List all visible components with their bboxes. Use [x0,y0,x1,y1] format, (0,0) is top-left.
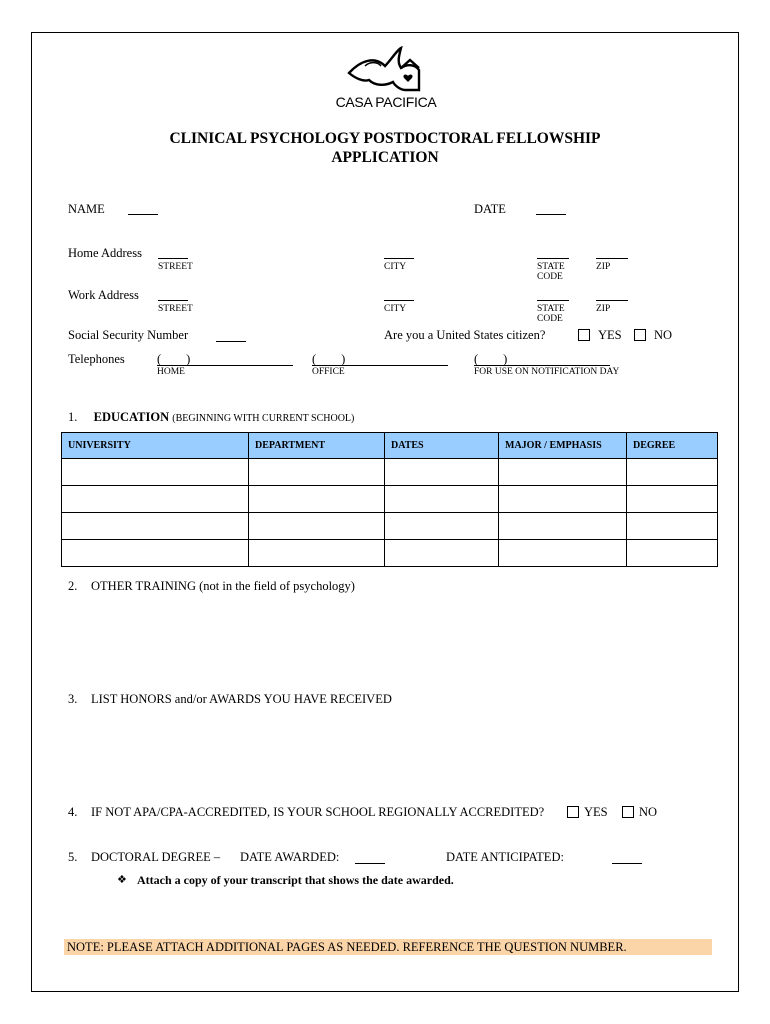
accredited-yes-checkbox[interactable] [567,806,579,818]
home-state-caption: STATE [537,262,565,272]
work-address-label: Work Address [68,288,139,302]
education-number: 1. [68,410,78,424]
question-4-text: IF NOT APA/CPA-ACCREDITED, IS YOUR SCHOOL REGIONALLY ACCREDITED? [91,805,545,819]
table-cell[interactable] [62,486,249,513]
attach-transcript-note: Attach a copy of your transcript that shows the date awarded. [137,873,454,887]
name-field[interactable] [128,214,158,215]
table-row [62,540,718,567]
home-state-field[interactable] [537,258,569,259]
notification-phone-area: ( ) [474,352,508,366]
question-4-number: 4. [68,805,78,819]
table-cell[interactable] [249,459,385,486]
question-3-number: 3. [68,692,78,706]
table-cell[interactable] [499,513,627,540]
date-field[interactable] [536,214,566,215]
office-phone-field[interactable] [312,365,448,366]
diamond-bullet-icon: ❖ [117,874,127,886]
accredited-yes-label: YES [584,805,608,819]
notification-phone-field[interactable] [474,365,610,366]
col-dates: DATES [385,433,499,459]
home-state-code-caption: CODE [537,272,563,282]
question-5-text: DOCTORAL DEGREE – [91,850,221,864]
citizen-yes-checkbox[interactable] [578,329,590,341]
date-anticipated-label: DATE ANTICIPATED: [446,850,564,864]
education-header-row [62,433,718,459]
home-street-field[interactable] [158,258,188,259]
work-city-caption: CITY [384,304,407,314]
additional-pages-note: NOTE: PLEASE ATTACH ADDITIONAL PAGES AS NEEDED. REFERENCE THE QUESTION NUMBER. [64,939,712,955]
table-cell[interactable] [499,486,627,513]
table-cell[interactable] [62,540,249,567]
date-anticipated-field[interactable] [612,863,642,864]
table-cell[interactable] [249,540,385,567]
work-zip-field[interactable] [596,300,628,301]
table-cell[interactable] [385,459,499,486]
home-city-caption: CITY [384,262,407,272]
home-phone-area: ( ) [157,352,191,366]
work-city-field[interactable] [384,300,414,301]
table-cell[interactable] [249,486,385,513]
date-awarded-label: DATE AWARDED: [240,850,340,864]
work-state-field[interactable] [537,300,569,301]
home-address-label: Home Address [68,246,142,260]
citizen-question: Are you a United States citizen? [384,328,546,342]
col-degree: DEGREE [627,433,718,459]
table-row [62,459,718,486]
citizen-no-label: NO [654,328,673,342]
home-street-caption: STREET [158,262,193,272]
table-row [62,513,718,540]
table-cell[interactable] [627,459,718,486]
home-zip-field[interactable] [596,258,628,259]
table-cell[interactable] [499,540,627,567]
office-phone-area: ( ) [312,352,346,366]
table-cell[interactable] [385,486,499,513]
accredited-no-checkbox[interactable] [622,806,634,818]
home-phone-field[interactable] [157,365,293,366]
date-awarded-field[interactable] [355,863,385,864]
telephones-label: Telephones [68,352,125,366]
work-street-caption: STREET [158,304,193,314]
table-row [62,486,718,513]
table-cell[interactable] [627,513,718,540]
question-2-text: OTHER TRAINING (not in the field of psychology) [91,579,355,593]
col-university: UNIVERSITY [62,433,249,459]
citizen-no-checkbox[interactable] [634,329,646,341]
education-title: EDUCATION [93,410,170,424]
work-state-code-caption: CODE [537,314,563,324]
education-heading [68,410,354,425]
form-title-line-1: CLINICAL PSYCHOLOGY POSTDOCTORAL FELLOWSHIP [169,130,601,147]
work-street-field[interactable] [158,300,188,301]
ssn-field[interactable] [216,341,246,342]
citizen-yes-label: YES [598,328,622,342]
education-table [61,432,718,567]
date-label: DATE [474,202,506,216]
education-subtitle: (BEGINNING WITH CURRENT SCHOOL) [172,413,355,424]
col-department: DEPARTMENT [249,433,385,459]
home-phone-caption: HOME [157,367,185,377]
question-3-text: LIST HONORS and/or AWARDS YOU HAVE RECEIVED [91,692,392,706]
table-cell[interactable] [385,540,499,567]
question-5-number: 5. [68,850,78,864]
question-2-number: 2. [68,579,78,593]
notification-phone-caption: FOR USE ON NOTIFICATION DAY [474,367,620,377]
form-title-line-2: APPLICATION [331,149,439,166]
name-label: NAME [68,202,105,216]
home-city-field[interactable] [384,258,414,259]
table-cell[interactable] [627,540,718,567]
work-state-caption: STATE [537,304,565,314]
home-zip-caption: ZIP [596,262,611,272]
table-cell[interactable] [499,459,627,486]
logo-text: CASA PACIFICA [335,94,437,110]
ssn-label: Social Security Number [68,328,189,342]
table-cell[interactable] [62,459,249,486]
office-phone-caption: OFFICE [312,367,345,377]
table-cell[interactable] [249,513,385,540]
col-major: MAJOR / EMPHASIS [499,433,627,459]
table-cell[interactable] [385,513,499,540]
table-cell[interactable] [627,486,718,513]
accredited-no-label: NO [639,805,658,819]
table-cell[interactable] [62,513,249,540]
work-zip-caption: ZIP [596,304,611,314]
